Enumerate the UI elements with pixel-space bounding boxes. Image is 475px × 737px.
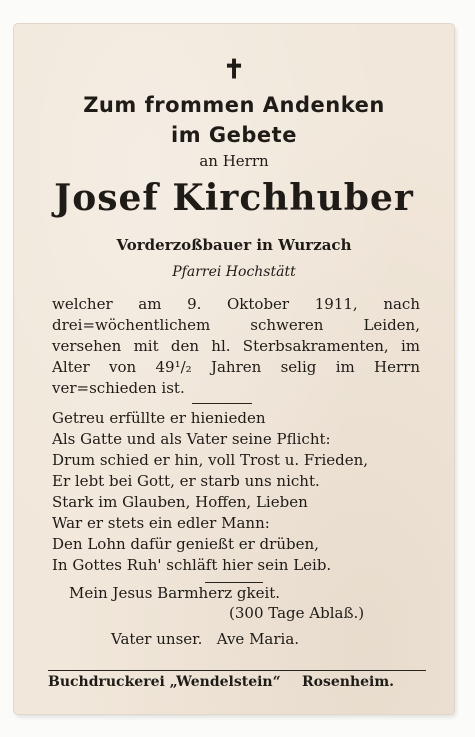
- poem-line: Er lebt bei Gott, er starb uns nicht.: [52, 472, 320, 490]
- poem: [52, 408, 420, 576]
- poem-line: Getreu erfüllte er hienieden: [52, 409, 266, 427]
- poem-line: Stark im Glauben, Hoffen, Lieben: [52, 493, 308, 511]
- printer-name: Buchdruckerei „Wendelstein“: [48, 674, 281, 690]
- cross-icon: ✝: [223, 55, 245, 85]
- obituary-text: welcher am 9. Oktober 1911, nach drei=wöchentlichem schweren Leiden, versehen mit den hl. Sterbsakramenten, im Alter von 49¹/₂ Jahren selig im Herrn ver=schieden ist.: [52, 295, 420, 397]
- poem-line: Drum schied er hin, voll Trost u. Frieden,: [52, 451, 369, 469]
- card-heading: [14, 90, 454, 150]
- indulgence-text: (300 Tage Ablaß.): [229, 604, 365, 622]
- poem-line: In Gottes Ruh' schläft hier sein Leib.: [52, 556, 332, 574]
- divider-2: [205, 582, 263, 583]
- divider-3: [48, 670, 426, 671]
- deceased-name: Josef Kirchhuber: [54, 177, 414, 219]
- heading-line-1: Zum frommen Andenken: [83, 93, 385, 117]
- heading-line-2: im Gebete: [171, 123, 297, 147]
- poem-line: Als Gatte und als Vater seine Pflicht:: [52, 430, 331, 448]
- memorial-card: [14, 24, 454, 714]
- prayer-text-2: Vater unser. Ave Maria.: [111, 630, 300, 648]
- an-herrn-text: an Herrn: [199, 152, 269, 170]
- poem-line: Den Lohn dafür genießt er drüben,: [52, 535, 319, 553]
- prayer-text-1: Mein Jesus Barmherz gkeit.: [69, 584, 281, 602]
- divider-1: [192, 403, 252, 404]
- occupation-text: Vorderzoßbauer in Wurzach: [116, 236, 352, 254]
- printer-city: Rosenheim.: [302, 674, 395, 690]
- poem-line: War er stets ein edler Mann:: [52, 514, 270, 532]
- parish-text: Pfarrei Hochstätt: [172, 264, 296, 280]
